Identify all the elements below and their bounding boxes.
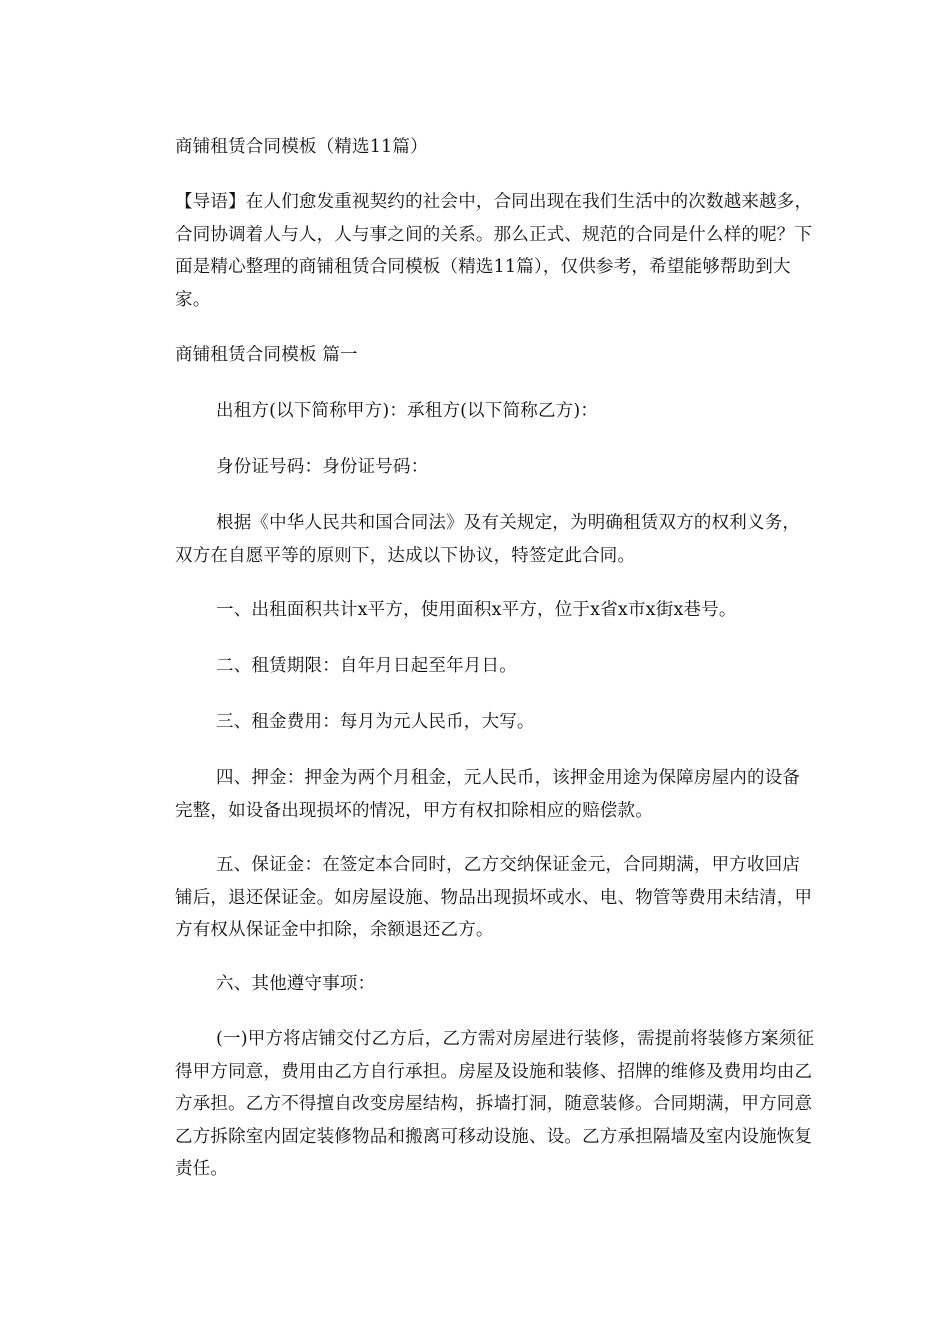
intro-paragraph: 【导语】在人们愈发重视契约的社会中，合同出现在我们生活中的次数越来越多，合同协调着人与人，人与事之间的关系。那么正式、规范的合同是什么样的呢？下面是精心整理的商铺租赁合同模板（精选11篇），仅供参考，希望能够帮助到大家。 [175, 192, 813, 310]
paragraph-id-numbers: 身份证号码：身份证号码： [216, 457, 429, 477]
document-title: 商铺租赁合同模板（精选11篇） [175, 137, 428, 157]
paragraph-clause-other: 六、其他遵守事项： [216, 974, 376, 994]
paragraph-clause-deposit: 四、押金：押金为两个月租金，元人民币，该押金用途为保障房屋内的设备完整，如设备出现损坏的情况，甲方有权扣除相应的赔偿款。 [175, 768, 801, 821]
section-heading: 商铺租赁合同模板 篇一 [175, 345, 358, 365]
paragraph-parties: 出租方(以下简称甲方)：承租方(以下简称乙方)： [216, 401, 599, 421]
paragraph-clause-area: 一、出租面积共计x平方，使用面积x平方，位于x省x市x街x巷号。 [216, 600, 737, 620]
paragraph-clause-other-1: (一)甲方将店铺交付乙方后，乙方需对房屋进行装修，需提前将装修方案须征得甲方同意，费用由乙方自行承担。房屋及设施和装修、招牌的维修及费用均由乙方承担。乙方不得擅自改变房屋结构，拆墙打洞，随意装修。合同期满，甲方同意乙方拆除室内固定装修物品和搬离可移动设施、设。乙方承担隔墙及室内设施恢复责任。 [175, 1029, 815, 1179]
paragraph-clause-guarantee: 五、保证金：在签定本合同时，乙方交纳保证金元，合同期满，甲方收回店铺后，退还保证金。如房屋设施、物品出现损坏或水、电、物管等费用未结清，甲方有权从保证金中扣除，余额退还乙方。 [175, 855, 813, 940]
paragraph-clause-term: 二、租赁期限：自年月日起至年月日。 [216, 656, 517, 676]
paragraph-legal-basis: 根据《中华人民共和国合同法》及有关规定，为明确租赁双方的权利义务，双方在自愿平等的原则下，达成以下协议，特签定此合同。 [175, 513, 801, 566]
paragraph-clause-rent: 三、租金费用：每月为元人民币，大写。 [216, 712, 535, 732]
